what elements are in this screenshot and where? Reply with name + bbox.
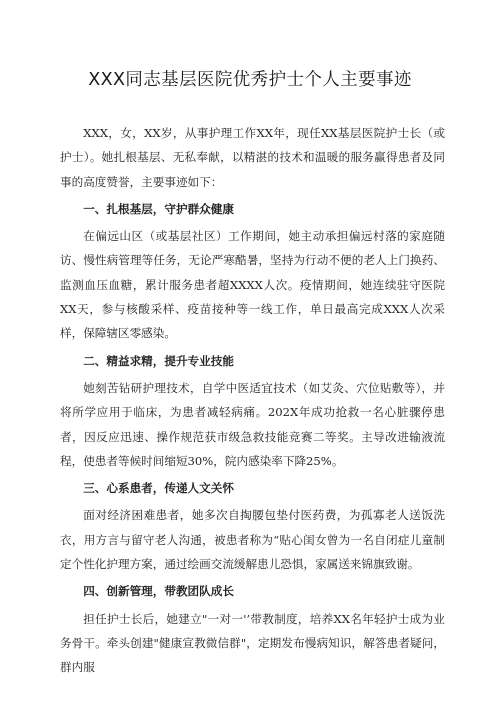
section-2-text: 她刻苦钻研护理技术，自学中医适宜技术（如艾灸、穴位贴敷等），并将所学应用于临床，为患者减轻病痛。202X年成功抢救一名心脏骤停患者，因反应迅速、操作规范获市级急救技能竞赛二等奖。主导改进输液流程，使患者等候时间缩短30%，院内感染率下降25%。 <box>60 380 445 468</box>
section-1-text: 在偏远山区（或基层社区）工作期间，她主动承担偏远村落的家庭随访、慢性病管理等任务，无论严寒酷暑，坚持为行动不便的老人上门换药、监测血压血糖，累计服务患者超XXXX人次。疫情期间，她连续驻守医院XX天，参与核酸采样、疫苗接种等一线工作，单日最高完成XXX人次采样，保障辖区零感染。 <box>60 229 445 341</box>
section-4-heading: 四、创新管理，带教团队成长 <box>83 584 234 599</box>
section-1-heading: 一、扎根基层，守护群众健康 <box>83 201 234 216</box>
section-3-text: 面对经济困难患者，她多次自掏腰包垫付医药费，为孤寡老人送饭洗衣，用方言与留守老人沟通，被患者称为“贴心闺女曾为一名自闭症儿童制定个性化护理方案，通过绘画交流缓解患儿恐惧，家属送来锦旗致谢。 <box>60 508 445 572</box>
document-body <box>60 121 445 683</box>
section-2-heading: 二、精益求精，提升专业技能 <box>83 353 234 368</box>
section-3-heading: 三、心系患者，传递人文关怀 <box>83 481 234 496</box>
section-4-text: 担任护士长后，她建立"一对一'’带教制度，培养XX名年轻护士成为业务骨干。牵头创建"健康宣教微信群"，定期发布慢病知识，解答患者疑问，群内服 <box>60 611 445 675</box>
document-title: XXX同志基层医院优秀护士个人主要事迹 <box>88 70 412 90</box>
intro-paragraph: XXX，女，XX岁，从事护理工作XX年，现任XX基层医院护士长（或护士）。她扎根基层、无私奉献，以精湛的技术和温暖的服务赢得患者及同事的高度赞誉，主要事迹如下： <box>60 126 445 189</box>
